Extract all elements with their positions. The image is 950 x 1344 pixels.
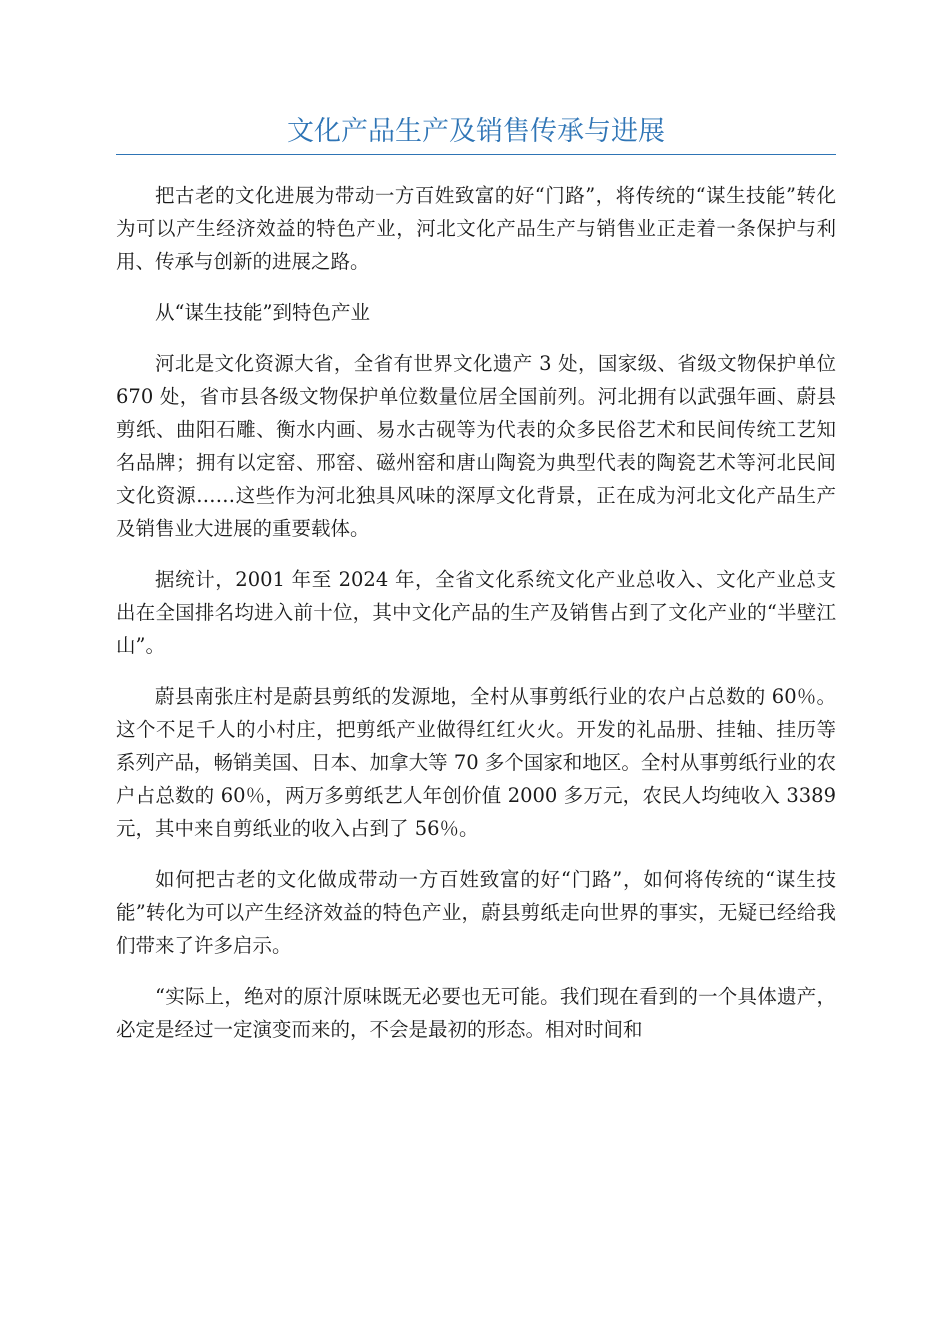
paragraph-quote: “实际上，绝对的原汁原味既无必要也无可能。我们现在看到的一个具体遗产，必定是经过一定演变而来的，不会是最初的形态。相对时间和 (116, 985, 836, 1041)
document-page (116, 112, 836, 1064)
paragraph-nanzhangzhuang: 蔚县南张庄村是蔚县剪纸的发源地，全村从事剪纸行业的农户占总数的 60％。这个不足千人的小村庄，把剪纸产业做得红红火火。开发的礼品册、挂轴、挂历等系列产品，畅销美国、日本、加拿大等 70 多个国家和地区。全村从事剪纸行业的农户占总数的 60％，两万多剪纸艺人年创价值 2000 多万元，农民人均纯收入 3389 元，其中来自剪纸业的收入占到了 56％。 (116, 685, 836, 840)
document-title: 文化产品生产及销售传承与进展 (116, 112, 836, 155)
paragraph-statistics: 据统计，2001 年至 2024 年，全省文化系统文化产业总收入、文化产业总支出在全国排名均进入前十位，其中文化产品的生产及销售占到了文化产业的“半壁江山”。 (116, 568, 836, 657)
paragraph-resources: 河北是文化资源大省，全省有世界文化遗产 3 处，国家级、省级文物保护单位 670 处，省市县各级文物保护单位数量位居全国前列。河北拥有以武强年画、蔚县剪纸、曲阳石雕、衡水内画、易水古砚等为代表的众多民俗艺术和民间传统工艺知名品牌；拥有以定窑、邢窑、磁州窑和唐山陶瓷为典型代表的陶瓷艺术等河北民间文化资源……这些作为河北独具风味的深厚文化背景，正在成为河北文化产品生产及销售业大进展的重要载体。 (116, 352, 836, 540)
paragraph-intro: 把古老的文化进展为带动一方百姓致富的好“门路”，将传统的“谋生技能”转化为可以产生经济效益的特色产业，河北文化产品生产与销售业正走着一条保护与利用、传承与创新的进展之路。 (116, 184, 836, 273)
document-body (116, 179, 836, 1046)
paragraph-inspiration: 如何把古老的文化做成带动一方百姓致富的好“门路”，如何将传统的“谋生技能”转化为可以产生经济效益的特色产业，蔚县剪纸走向世界的事实，无疑已经给我们带来了许多启示。 (116, 868, 836, 957)
section-subheading: 从“谋生技能”到特色产业 (155, 301, 370, 324)
